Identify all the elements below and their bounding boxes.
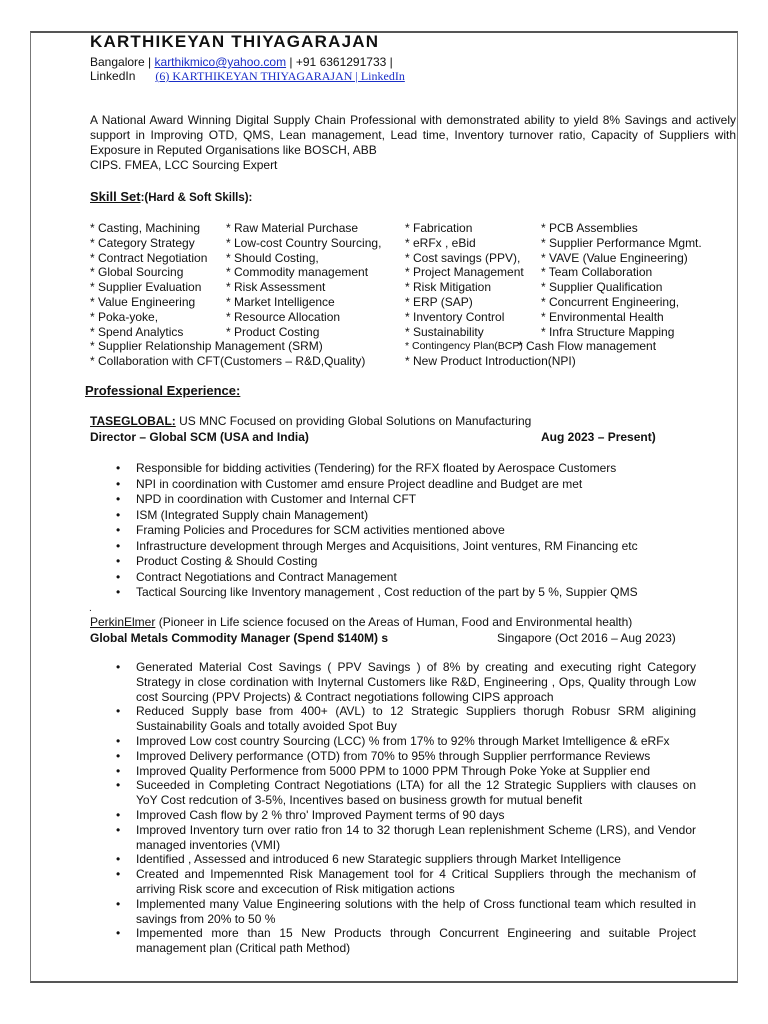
job-2-company: PerkinElmer bbox=[90, 615, 156, 629]
skill-item: * PCB Assemblies bbox=[541, 221, 638, 235]
skill-item: * Collaboration with CFT(Customers – R&D,Quality) bbox=[90, 354, 366, 369]
list-item: • Created and Impemennted Risk Management tool for 4 Critical Suppliers through the mechanism of arriving Risk score and excecution of Risk mitigation actions bbox=[116, 867, 696, 897]
profile-summary bbox=[90, 113, 736, 173]
list-item: • Improved Quality Performence from 5000 PPM to 1000 PPM Through Poke Yoke at Supplier end bbox=[116, 764, 696, 779]
job-2-dates: Singapore (Oct 2016 – Aug 2023) bbox=[497, 631, 676, 645]
skill-item: * Contract Negotiation bbox=[90, 250, 208, 265]
skill-item: * Environmental Health bbox=[541, 309, 664, 324]
contact-line-1 bbox=[90, 55, 405, 69]
skill-item: * Cash Flow management bbox=[518, 339, 657, 353]
skill-item: * Supplier Performance Mgmt. bbox=[541, 235, 702, 250]
skills-heading-sub: :(Hard & Soft Skills): bbox=[140, 192, 253, 204]
skill-item: * Project Management bbox=[405, 265, 524, 280]
skills-column-4 bbox=[541, 221, 702, 339]
skill-item: * Cost savings (PPV), bbox=[405, 250, 521, 265]
skill-item: * Global Sourcing bbox=[90, 265, 184, 280]
contact-block bbox=[90, 55, 405, 83]
job-1-company-desc: US MNC Focused on providing Global Solutions on Manufacturing bbox=[175, 414, 532, 428]
skill-item: * Value Engineering bbox=[90, 294, 196, 309]
job-1-role: Director – Global SCM (USA and India) bbox=[90, 430, 309, 444]
skill-item: * Risk Mitigation bbox=[405, 280, 492, 295]
skill-item: * Team Collaboration bbox=[541, 265, 653, 280]
skill-item: * New Product Introduction(NPI) bbox=[405, 354, 576, 369]
skill-item: * Supplier Relationship Management (SRM) bbox=[90, 339, 323, 354]
skills-grid bbox=[88, 221, 738, 371]
job-1-responsibilities bbox=[116, 461, 716, 601]
job-2-company-line bbox=[90, 615, 632, 630]
list-item: • Impemented more than 15 New Products through Concurrent Engineering and suitable Project management plan (Critical path Method) bbox=[116, 926, 696, 956]
linkedin-label: LinkedIn bbox=[90, 69, 136, 83]
skill-item: * Low-cost Country Sourcing, bbox=[226, 235, 382, 250]
list-item: • Tactical Sourcing like Inventory management , Cost reduction of the part by 5 %, Suppier QMS bbox=[116, 585, 716, 601]
list-item: • Improved Inventory turn over ratio fron 14 to 32 thorugh Lean replenishment Scheme (LRS), and Vendor managed inventories (VMI) bbox=[116, 823, 696, 853]
list-item: • Improved Low cost country Sourcing (LCC) % from 17% to 92% through Market Imtelligence & eRFx bbox=[116, 734, 696, 749]
job-1-company: TASEGLOBAL: bbox=[90, 414, 176, 428]
skill-item: * Casting, Machining bbox=[90, 221, 201, 235]
skill-item: * Product Costing bbox=[226, 324, 320, 339]
list-item: • Framing Policies and Procedures for SCM activities mentioned above bbox=[116, 523, 716, 539]
list-item: • Infrastructure development through Merges and Acquisitions, Joint ventures, RM Financing etc bbox=[116, 539, 716, 555]
contact-line-2 bbox=[90, 69, 405, 83]
list-item: • Responsible for bidding activities (Tendering) for the RFX floated by Aerospace Customers bbox=[116, 461, 716, 477]
skill-item: * ERP (SAP) bbox=[405, 294, 473, 309]
experience-heading bbox=[85, 383, 240, 398]
skill-item: * Commodity management bbox=[226, 265, 369, 280]
email-link[interactable]: karthikmico@yahoo.com bbox=[154, 55, 287, 69]
list-item: • Identified , Assessed and introduced 6 new Starategic suppliers through Market Intelligence bbox=[116, 852, 696, 867]
candidate-name: KARTHIKEYAN THIYAGARAJAN bbox=[90, 32, 380, 51]
list-item: • Improved Cash flow by 2 % thro' Improved Payment terms of 90 days bbox=[116, 808, 696, 823]
list-item: • Implemented many Value Engineering solutions with the help of Cross functional team which resulted in savings from 20% to 50 % bbox=[116, 897, 696, 927]
skill-item: * Inventory Control bbox=[405, 309, 505, 324]
experience-heading-text: Professional Experience bbox=[85, 383, 237, 398]
summary-paragraph: A National Award Winning Digital Supply Chain Professional with demonstrated ability to yield 8% Savings and actively support in Improving OTD, QMS, Lean management, Lead time, Inventory turnover ratio, Capacity of Suppliers with Exposure in Reputed Organisations like BOSCH, ABB bbox=[90, 113, 736, 157]
skill-item: * Fabrication bbox=[405, 221, 473, 235]
skill-item: * Contingency Plan(BCP) bbox=[405, 340, 523, 353]
list-item: • NPI in coordination with Customer amd ensure Project deadline and Budget are met bbox=[116, 477, 716, 493]
skill-item: * Infra Structure Mapping bbox=[541, 324, 675, 339]
job-2-company-desc: (Pioneer in Life science focused on the Areas of Human, Food and Environmental health) bbox=[155, 615, 633, 629]
skills-heading-main: Skill Set bbox=[90, 189, 141, 204]
list-item: • ISM (Integrated Supply chain Management) bbox=[116, 508, 716, 524]
skill-item: * VAVE (Value Engineering) bbox=[541, 250, 688, 265]
skill-item: * Resource Allocation bbox=[226, 309, 341, 324]
job-1-dates: Aug 2023 – Present) bbox=[541, 430, 656, 444]
skill-item: * Supplier Evaluation bbox=[90, 280, 202, 295]
skills-column-2 bbox=[226, 221, 381, 339]
skill-item: * Raw Material Purchase bbox=[226, 221, 359, 235]
job-2-role: Global Metals Commodity Manager (Spend $140M) s bbox=[90, 631, 389, 645]
experience-heading-colon: : bbox=[236, 383, 241, 398]
skill-item: * Risk Assessment bbox=[226, 280, 326, 295]
skill-item-cash-flow-wrap bbox=[518, 339, 656, 354]
skill-item: * Market Intelligence bbox=[226, 294, 335, 309]
list-item: • Product Costing & Should Costing bbox=[116, 554, 716, 570]
skill-item: * Supplier Qualification bbox=[541, 280, 663, 295]
list-item: • NPD in coordination with Customer and Internal CFT bbox=[116, 492, 716, 508]
list-item: • Improved Delivery performance (OTD) from 70% to 95% through Supplier perrformance Reviews bbox=[116, 749, 696, 764]
skill-item: * Sustainability bbox=[405, 324, 484, 339]
skills-heading bbox=[90, 189, 252, 204]
certifications: CIPS. FMEA, LCC Sourcing Expert bbox=[90, 158, 278, 172]
skill-item: * eRFx , eBid bbox=[405, 235, 476, 250]
list-item: • Suceeded in Completing Contract Negotiations (LTA) for all the 12 Strategic Suppliers with clauses on YoY Cost redcution of 3-5%, Incentives based on business growth for mutual benefit bbox=[116, 778, 696, 808]
list-item: • Generated Material Cost Savings ( PPV Savings ) of 8% by creating and executing right Category Strategy in close cordination with Inyternal Customers like R&D, Engineering , Ops, Quality through Low cost Sourcing (PPV Projects) & Contract negotiations following CIPS approach bbox=[116, 660, 696, 704]
skill-item: * Concurrent Engineering, bbox=[541, 294, 680, 309]
list-item: • Contract Negotiations and Contract Management bbox=[116, 570, 716, 586]
skill-item: * Category Strategy bbox=[90, 235, 195, 250]
job-1-company-line bbox=[90, 414, 531, 429]
job-2-achievements bbox=[116, 660, 696, 956]
separator-dot: . bbox=[89, 603, 92, 614]
linkedin-link[interactable]: (6) KARTHIKEYAN THIYAGARAJAN | LinkedIn bbox=[155, 69, 405, 83]
skill-item: * Should Costing, bbox=[226, 250, 319, 265]
skill-item: * Poka-yoke, bbox=[90, 309, 159, 324]
list-item: • Reduced Supply base from 400+ (AVL) to 12 Strategic Suppliers thorugh Robusr SRM aligining Sustainability Goals and totally avoided Spot Buy bbox=[116, 704, 696, 734]
skill-item: * Spend Analytics bbox=[90, 324, 184, 339]
location: Bangalore | bbox=[90, 55, 152, 69]
phone: | +91 6361291733 | bbox=[289, 55, 393, 69]
